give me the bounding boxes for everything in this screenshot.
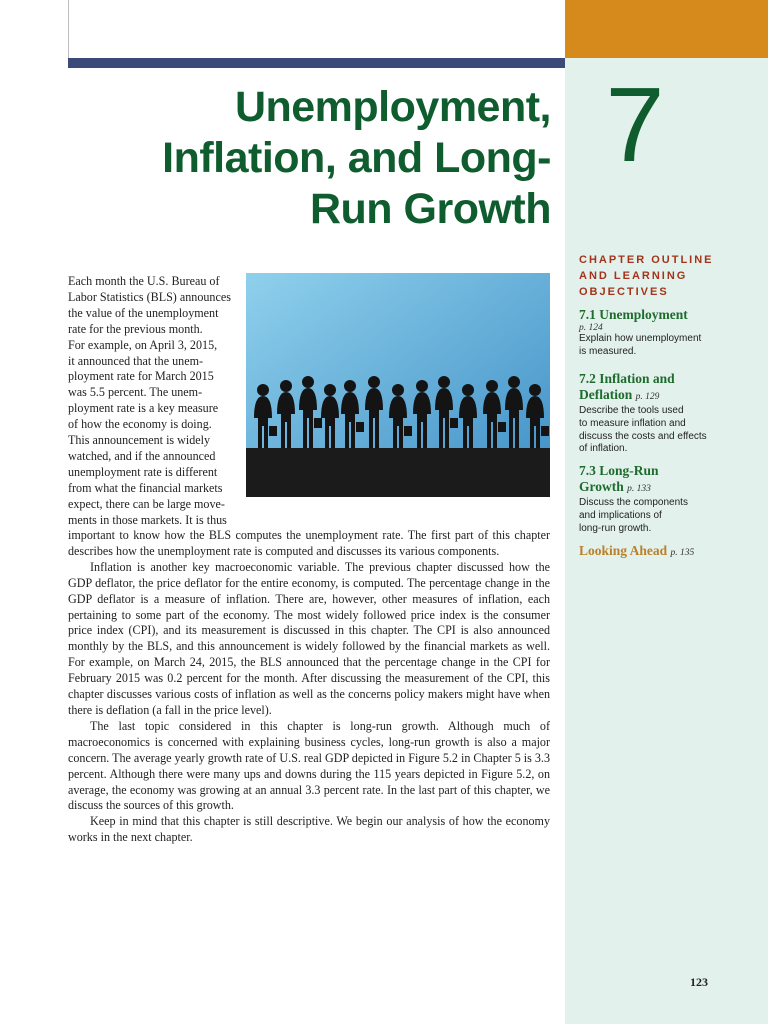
intro-line: rate for the previous month. [68,321,203,336]
outline-item-title[interactable]: 7.1 Unemployment [579,307,688,322]
intro-line: the value of the unemployment [68,305,219,320]
person-silhouette-head [344,380,356,392]
silhouettes-image [246,273,550,497]
intro-column [68,274,234,529]
briefcase-silhouette [404,426,412,436]
outline-heading [579,252,754,300]
outline-item-inflation[interactable] [579,371,759,456]
outline-heading-line: AND LEARNING [579,270,688,282]
outline-item-title[interactable] [579,387,759,405]
person-silhouette-head [438,376,450,388]
intro-line: unemployment rate is different [68,464,218,479]
person-silhouette-head [486,380,498,392]
intro-continuation: important to know how the BLS computes the unemployment rate. The first part of this chapter describes how the unemployment rate is computed and discusses its various components. [68,528,550,558]
briefcase-silhouette [450,418,458,428]
intro-line: ployment rate is a key measure [68,401,219,416]
desc-line: Explain how unemployment [579,333,702,344]
person-silhouette-head [280,380,292,392]
body-text [68,528,550,846]
briefcase-silhouette [498,422,506,432]
person-silhouette-head [529,384,541,396]
header-bar [68,58,565,68]
briefcase-silhouette [356,422,364,432]
person-silhouette-head [257,384,269,396]
paragraph: The last topic considered in this chapter is long-run growth. Although much of macroeconomics is concerned with explaining business cycles, long-run growth is also a major concern. The average yearly growth rate of U.S. real GDP depicted in Figure 5.2 in Chapter 5 is 3.3 percent. Although there were many ups and downs during the 115 years depicted in Figure 5.2, on average, the economy was growing at an annual 3.3 percent rate. In the last part of this chapter, we discuss the sources of this growth. [68,718,550,813]
outline-item-title-part[interactable]: Deflation [579,387,633,402]
intro-line: from what the financial markets [68,480,223,495]
outline-heading-line: CHAPTER OUTLINE [579,254,714,266]
page-number: 123 [690,975,708,989]
chapter-title [81,82,551,235]
person-silhouette-head [324,384,336,396]
person-silhouette-head [462,384,474,396]
briefcase-silhouette [541,426,549,436]
paragraph: Keep in mind that this chapter is still descriptive. We begin our analysis of how the economy works in the next chapter. [68,814,550,845]
looking-ahead-title[interactable]: Looking Ahead [579,543,668,558]
desc-line: Describe the tools used [579,405,684,416]
intro-line: For example, on April 3, 2015, [68,337,218,352]
margin-rule [68,0,69,58]
outline-item-desc [579,333,759,359]
desc-line: is measured. [579,345,637,357]
intro-line: Each month the U.S. Bureau of [68,274,220,288]
paragraph: Inflation is another key macroeconomic variable. The previous chapter discussed how the GDP deflator, the price deflator for the entire economy, is computed. The percentage change in the GDP deflator is a measure of inflation. There are, however, other measures of inflation, each pertaining to some part of the economy. The most widely followed price index is the consumer price index (CPI), and its measurement is discussed in this chapter. The CPI is also announced monthly by the BLS, and this announcement is widely followed by the financial markets as well. For example, on March 24, 2015, the BLS announced that the percentage change in the CPI for February 2015 was 0.2 percent for the month. After discussing the measurement of the CPI, this chapter discusses various costs of inflation as well as the concerns policy makers might have when there is deflation (a fall in the price level). [68,559,550,717]
outline-item-page: p. 129 [635,392,660,402]
intro-line: expect, there can be large move- [68,496,225,511]
person-silhouette-head [508,376,520,388]
outline-item-title[interactable]: 7.2 Inflation and [579,371,675,386]
orange-tab [565,0,768,58]
intro-line: ments in those markets. It is thus [68,512,227,527]
person-silhouette-head [368,376,380,388]
intro-line: This announcement is widely [68,433,211,448]
outline-item-page: p. 133 [627,484,651,494]
desc-line: of inflation. [579,443,628,455]
desc-line: and implications of [579,509,662,521]
outline-item-title[interactable] [579,479,759,497]
desc-line: Discuss the components [579,497,688,508]
person-silhouette-head [392,384,404,396]
title-line: Unemployment, [234,83,551,131]
briefcase-silhouette [269,426,277,436]
intro-line: ployment rate for March 2015 [68,369,214,384]
person-silhouette-head [302,376,314,388]
person-silhouette-head [416,380,428,392]
intro-line: Labor Statistics (BLS) announces [68,289,231,304]
outline-item-unemployment[interactable] [579,307,759,359]
outline-item-title[interactable]: 7.3 Long-Run [579,463,659,478]
desc-line: discuss the costs and effects [579,430,707,442]
outline-heading-line: OBJECTIVES [579,286,669,298]
outline-item-growth[interactable] [579,463,759,535]
intro-line: was 5.5 percent. The unem- [68,385,203,400]
outline-item-desc [579,405,759,456]
briefcase-silhouette [314,418,322,428]
desc-line: long-run growth. [579,522,652,534]
intro-line: of how the economy is doing. [68,417,212,432]
title-line: Inflation, and Long- [162,134,551,182]
looking-ahead-link[interactable] [579,543,694,559]
title-line: Run Growth [309,185,551,233]
intro-line: watched, and if the announced [68,448,216,463]
chapter-number: 7 [605,66,665,184]
intro-line: it announced that the unem- [68,353,204,368]
outline-item-desc [579,497,759,535]
desc-line: to measure inflation and [579,417,686,429]
chapter-photo [246,273,550,497]
outline-item-page: p. 124 [579,323,603,333]
outline-item-title-part[interactable]: Growth [579,479,624,494]
looking-ahead-page: p. 135 [670,548,695,558]
